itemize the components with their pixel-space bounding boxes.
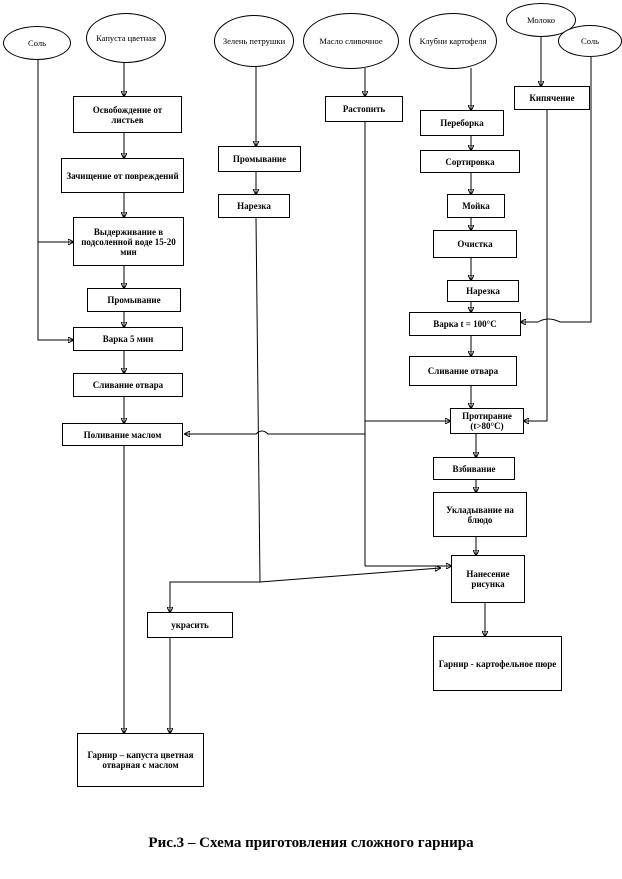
output-potato-garnish: Гарнир - картофельное пюре [433,636,562,691]
step-drain-cabbage: Сливание отвара [73,373,183,397]
step-boil-5: Варка 5 мин [73,327,183,351]
step-cut-potato: Нарезка [447,280,519,302]
step-clean-damage: Зачищение от повреждений [61,158,184,193]
step-peel: Очистка [433,230,517,258]
input-milk: Молоко [506,3,576,37]
input-parsley: Зелень петрушки [214,15,294,67]
input-salt-left: Соль [3,26,71,60]
step-sort-out: Переборка [420,110,504,136]
input-cauliflower: Капуста цветная [86,13,166,63]
step-rinse-cabbage: Промывание [87,288,181,312]
step-soak-salted: Выдерживание в подсоленной воде 15-20 мин [73,217,184,266]
step-whip: Взбивание [433,457,515,480]
step-boil-milk: Кипячение [514,86,590,110]
step-rinse-parsley: Промывание [218,146,301,172]
figure-caption: Рис.3 – Схема приготовления сложного гарнира [148,835,474,851]
step-mash: Протирание (t>80°С) [450,408,524,434]
input-potato-tubers: Клубни картофеля [409,13,497,69]
step-melt: Растопить [325,96,403,122]
input-butter: Масло сливочное [303,13,399,69]
step-pattern: Нанесение рисунка [451,555,525,603]
step-sorting: Сортировка [420,150,520,173]
step-free-leaves: Освобождение от листьев [73,96,182,133]
step-plate: Укладывание на блюдо [433,492,527,537]
step-pour-butter: Поливание маслом [62,423,183,446]
input-salt-right: Соль [558,25,622,57]
step-wash: Мойка [447,194,505,218]
step-boil-100: Варка t = 100°С [409,312,521,336]
output-cabbage-garnish: Гарнир – капуста цветная отварная с маслом [77,733,204,787]
step-drain-potato: Сливание отвара [409,356,517,386]
step-decorate: украсить [147,612,233,638]
step-cut-parsley: Нарезка [218,194,290,218]
